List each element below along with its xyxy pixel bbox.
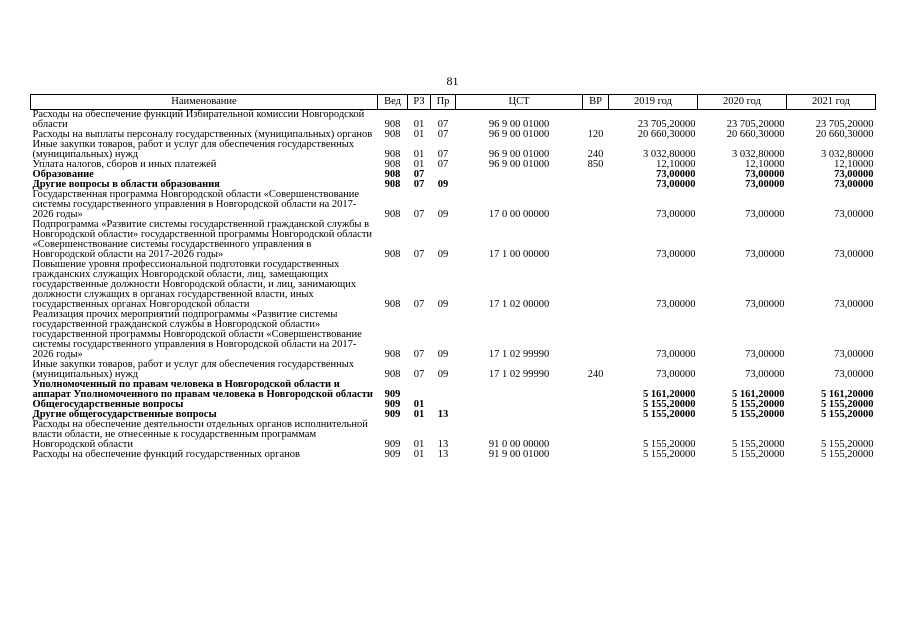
cell-vr [583, 450, 609, 460]
cell-vr [583, 110, 609, 131]
cell-rz: 07 [413, 209, 425, 220]
cell-ved: 909 [384, 389, 401, 400]
cell-name: Расходы на обеспечение функций Избирательной комиссии Новгородской области [32, 109, 365, 130]
cell-2021: 5 155,20000 [821, 399, 874, 410]
cell-2021: 5 155,20000 [821, 449, 874, 460]
table-header-row [31, 95, 876, 110]
cell-rz: 01 [413, 449, 425, 460]
table-row [31, 220, 876, 260]
cell-name: Другие общегосударственные вопросы [32, 409, 217, 420]
cell-2019: 5 155,20000 [643, 449, 696, 460]
cell-vr [583, 310, 609, 360]
cell-2021: 73,00000 [834, 209, 874, 220]
cell-rz: 01 [413, 149, 425, 160]
cell-ved: 908 [384, 249, 401, 260]
cell-2019: 73,00000 [656, 299, 696, 310]
cell-cst: 96 9 00 01000 [488, 129, 550, 140]
cell-cst: 17 0 00 00000 [488, 209, 550, 220]
cell-2019: 5 155,20000 [643, 439, 696, 450]
cell-pr: 13 [437, 439, 449, 450]
cell-cst: 96 9 00 01000 [488, 119, 550, 130]
cell-2020: 73,00000 [745, 349, 785, 360]
header-2019: 2019 год [609, 95, 698, 110]
cell-2020: 73,00000 [745, 209, 785, 220]
cell-rz: 01 [413, 129, 425, 140]
cell-cst: 91 9 00 01000 [488, 449, 550, 460]
cell-pr: 13 [437, 449, 449, 460]
cell-2021: 20 660,30000 [815, 129, 874, 140]
cell-vr: 850 [587, 159, 604, 170]
cell-ved: 908 [384, 149, 401, 160]
cell-vr: 120 [587, 129, 604, 140]
cell-ved: 908 [384, 209, 401, 220]
cell-2020: 5 155,20000 [732, 449, 785, 460]
table-row [31, 260, 876, 310]
header-vr: ВР [583, 95, 609, 110]
cell-2021: 5 155,20000 [821, 409, 874, 420]
cell-2021: 23 705,20000 [815, 119, 874, 130]
cell-vr [583, 260, 609, 310]
table-row [31, 420, 876, 450]
cell-cst [456, 380, 583, 400]
cell-pr: 07 [437, 129, 449, 140]
cell-2021: 73,00000 [834, 349, 874, 360]
cell-ved: 909 [384, 439, 401, 450]
header-name: Наименование [31, 95, 378, 110]
cell-name: Расходы на выплаты персоналу государственных (муниципальных) органов [32, 129, 373, 140]
cell-cst: 17 1 02 00000 [488, 299, 550, 310]
cell-vr [583, 190, 609, 220]
cell-2019: 5 155,20000 [643, 399, 696, 410]
table-row [31, 110, 876, 131]
cell-2019: 5 161,20000 [643, 389, 696, 400]
cell-ved: 908 [384, 299, 401, 310]
cell-ved: 908 [384, 129, 401, 140]
cell-2020: 23 705,20000 [726, 119, 785, 130]
cell-name: Расходы на обеспечение деятельности отдельных органов исполнительной власти области, не отнесенные к государственным программам Новгородской области [32, 419, 368, 450]
cell-name: Уполномоченный по правам человека в Новгородской области и аппарат Уполномоченного по правам человека в Новгородской области [32, 379, 373, 400]
cell-ved: 908 [384, 159, 401, 170]
cell-2019: 5 155,20000 [643, 409, 696, 420]
cell-cst: 96 9 00 01000 [488, 159, 550, 170]
cell-2020: 5 155,20000 [732, 399, 785, 410]
header-ved: Вед [378, 95, 408, 110]
cell-ved: 908 [384, 119, 401, 130]
cell-rz: 01 [413, 409, 425, 420]
header-2020: 2020 год [698, 95, 787, 110]
cell-2020: 73,00000 [745, 249, 785, 260]
table-row [31, 450, 876, 460]
cell-2020: 73,00000 [745, 169, 785, 180]
cell-pr: 07 [437, 119, 449, 130]
cell-ved: 909 [384, 409, 401, 420]
cell-rz: 01 [413, 399, 425, 410]
cell-vr: 240 [587, 369, 604, 380]
cell-vr [583, 180, 609, 190]
cell-ved: 909 [384, 399, 401, 410]
cell-2020: 5 155,20000 [732, 409, 785, 420]
cell-2021: 5 155,20000 [821, 439, 874, 450]
cell-name: Общегосударственные вопросы [32, 399, 184, 410]
table-row [31, 310, 876, 360]
cell-pr: 09 [437, 179, 449, 190]
cell-pr: 07 [437, 149, 449, 160]
cell-rz: 01 [413, 119, 425, 130]
budget-table [30, 94, 876, 460]
cell-2019: 73,00000 [656, 179, 696, 190]
cell-2021: 73,00000 [834, 369, 874, 380]
cell-vr [583, 380, 609, 400]
cell-pr [431, 380, 456, 400]
cell-2021: 5 161,20000 [821, 389, 874, 400]
cell-pr: 09 [437, 349, 449, 360]
table-row [31, 140, 876, 160]
cell-name: Повышение уровня профессиональной подготовки государственных гражданских служащих Новгородской области, лиц, замещающих государственные должности Новгородской области, и лиц, занимающих должности служащих в органах государственной власти, иных государственных органах Новгородской области [32, 259, 357, 310]
cell-name: Образование [32, 169, 94, 180]
cell-2020: 12,10000 [745, 159, 785, 170]
cell-cst: 17 1 02 99990 [488, 349, 550, 360]
page-number: 81 [446, 74, 459, 88]
cell-cst [456, 410, 583, 420]
cell-vr [583, 400, 609, 410]
cell-name: Государственная программа Новгородской области «Совершенствование системы государственного управления в Новгородской области на 2017-2026 годы» [32, 189, 360, 220]
cell-ved: 908 [384, 349, 401, 360]
cell-2021: 73,00000 [834, 179, 874, 190]
cell-rz: 07 [413, 169, 425, 180]
cell-name: Реализация прочих мероприятий подпрограммы «Развитие системы государственной гражданской службы в Новгородской области» государственной программы Новгородской области «Совершенствование системы государственного управления в Новгородской области на 2017-2026 годы» [32, 309, 362, 360]
cell-2019: 23 705,20000 [637, 119, 696, 130]
cell-pr: 13 [437, 409, 449, 420]
cell-cst: 17 1 00 00000 [488, 249, 550, 260]
cell-vr [583, 170, 609, 180]
cell-pr: 09 [437, 209, 449, 220]
cell-2021: 73,00000 [834, 169, 874, 180]
cell-vr: 240 [587, 149, 604, 160]
cell-name: Другие вопросы в области образования [32, 179, 220, 190]
cell-pr: 09 [437, 299, 449, 310]
cell-2021: 73,00000 [834, 299, 874, 310]
cell-ved: 908 [384, 369, 401, 380]
cell-name: Иные закупки товаров, работ и услуг для обеспечения государственных (муниципальных) нужд [32, 359, 355, 380]
cell-2021: 73,00000 [834, 249, 874, 260]
cell-name: Расходы на обеспечение функций государственных органов [32, 449, 300, 460]
cell-ved: 908 [384, 169, 401, 180]
cell-vr [583, 420, 609, 450]
cell-vr [583, 410, 609, 420]
cell-2019: 73,00000 [656, 249, 696, 260]
cell-2019: 73,00000 [656, 349, 696, 360]
cell-2019: 73,00000 [656, 169, 696, 180]
cell-cst: 17 1 02 99990 [488, 369, 550, 380]
cell-2020: 3 032,80000 [732, 149, 785, 160]
cell-cst: 96 9 00 01000 [488, 149, 550, 160]
cell-2019: 73,00000 [656, 209, 696, 220]
header-pr: Пр [431, 95, 456, 110]
header-cst: ЦСТ [456, 95, 583, 110]
cell-pr: 09 [437, 249, 449, 260]
cell-2020: 5 155,20000 [732, 439, 785, 450]
cell-2019: 12,10000 [656, 159, 696, 170]
cell-2021: 12,10000 [834, 159, 874, 170]
cell-2020: 20 660,30000 [726, 129, 785, 140]
cell-2020: 73,00000 [745, 369, 785, 380]
cell-cst [456, 400, 583, 410]
cell-cst: 91 0 00 00000 [488, 439, 550, 450]
table-row [31, 190, 876, 220]
cell-rz: 07 [413, 179, 425, 190]
cell-name: Уплата налогов, сборов и иных платежей [32, 159, 217, 170]
header-2021: 2021 год [787, 95, 876, 110]
cell-2020: 5 161,20000 [732, 389, 785, 400]
cell-rz: 07 [413, 369, 425, 380]
cell-rz: 07 [413, 249, 425, 260]
header-rz: РЗ [408, 95, 431, 110]
cell-pr: 07 [437, 159, 449, 170]
cell-2020: 73,00000 [745, 299, 785, 310]
table-row [31, 380, 876, 400]
cell-2020: 73,00000 [745, 179, 785, 190]
cell-vr [583, 220, 609, 260]
cell-rz [408, 380, 431, 400]
cell-2019: 20 660,30000 [637, 129, 696, 140]
cell-2021: 3 032,80000 [821, 149, 874, 160]
cell-rz: 07 [413, 299, 425, 310]
cell-ved: 908 [384, 179, 401, 190]
cell-rz: 01 [413, 159, 425, 170]
cell-name: Иные закупки товаров, работ и услуг для обеспечения государственных (муниципальных) нужд [32, 139, 355, 160]
cell-2019: 73,00000 [656, 369, 696, 380]
cell-cst [456, 170, 583, 180]
cell-ved: 909 [384, 449, 401, 460]
table-row [31, 360, 876, 380]
cell-2019: 3 032,80000 [643, 149, 696, 160]
cell-cst [456, 180, 583, 190]
table-body [31, 110, 876, 461]
cell-rz: 07 [413, 349, 425, 360]
cell-pr: 09 [437, 369, 449, 380]
cell-name: Подпрограмма «Развитие системы государственной гражданской службы в Новгородской области» государственной программы Новгородской области «Совершенствование системы государственного управления в Новгородской области на 2017-2026 годы» [32, 219, 373, 260]
cell-rz: 01 [413, 439, 425, 450]
